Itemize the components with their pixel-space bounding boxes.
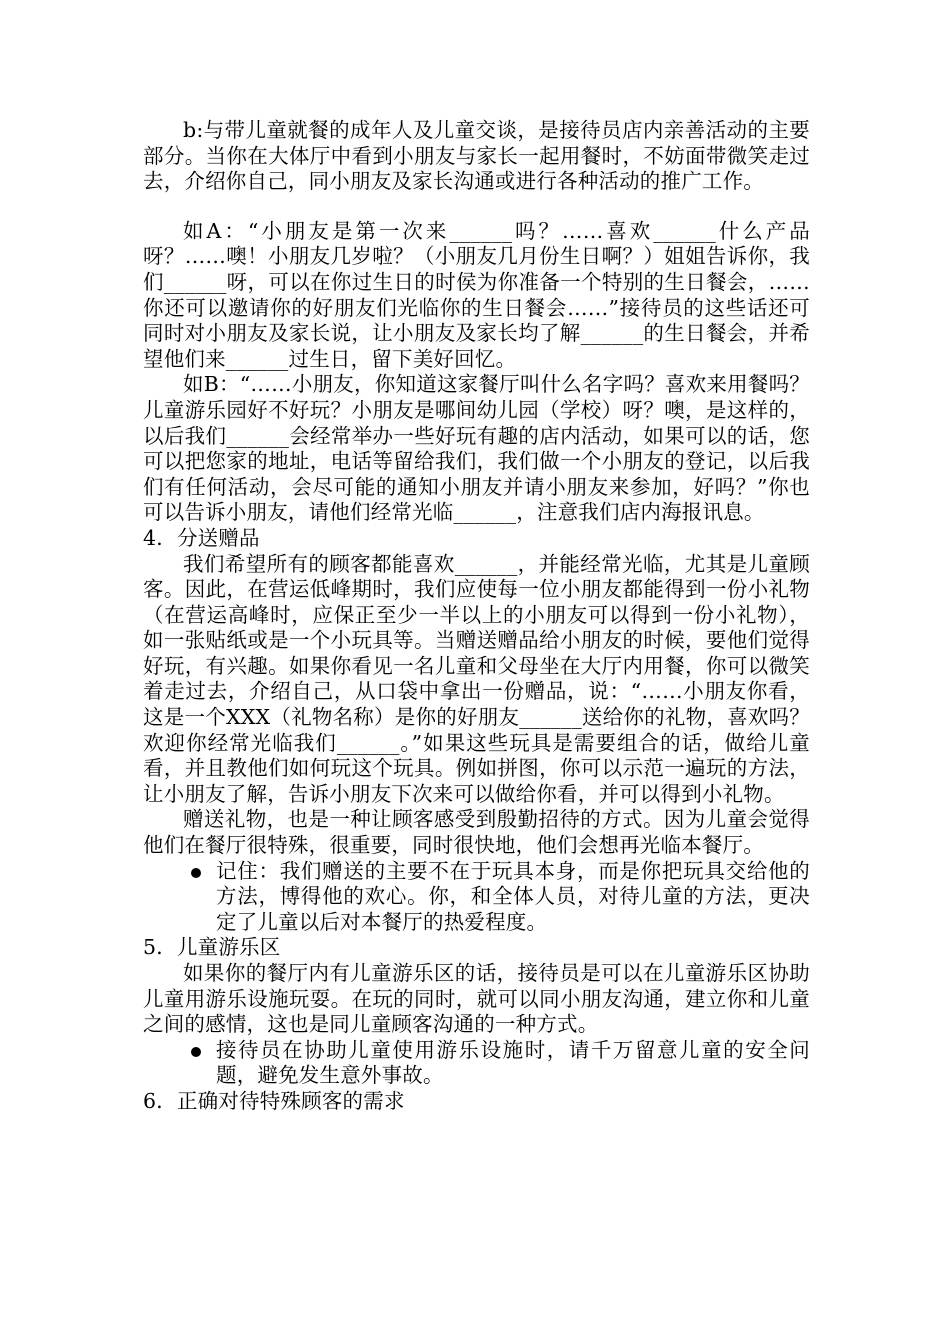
paragraph-example-b: 如B：“……小朋友，你知道这家餐厅叫什么名字吗？喜欢来用餐吗？儿童游乐园好不好玩？小朋友是哪间幼儿园（学校）呀？噢，是这样的，以后我们______会经常举办一些好玩有趣的店内活动，如果可以的话，您可以把您家的地址，电话等留给我们，我们做一个小朋友的登记，以后我们有任何活动，会尽可能的通知小朋友并请小朋友来参加，好吗？”你也可以告诉小朋友，请他们经常光临______，注意我们店内海报讯息。 bbox=[143, 372, 810, 525]
paragraph-adult-child-conversation: b:与带儿童就餐的成年人及儿童交谈，是接待员店内亲善活动的主要部分。当你在大体厅中看到小朋友与家长一起用餐时，不妨面带微笑走过去，介绍你自己，同小朋友及家长沟通或进行各种活动的推广工作。 bbox=[143, 118, 810, 194]
bullet-text: 接待员在协助儿童使用游乐设施时，请千万留意儿童的安全问题，避免发生意外事故。 bbox=[216, 1037, 810, 1088]
paragraph-gift-hospitality: 赠送礼物，也是一种让顾客感受到殷勤招待的方式。因为儿童会觉得他们在餐厅很特殊，很重要，同时很快地，他们会想再光临本餐厅。 bbox=[143, 807, 810, 858]
paragraph-gifts: 我们希望所有的顾客都能喜欢______，并能经常光临，尤其是儿童顾客。因此，在营运低峰期时，我们应使每一位小朋友都能得到一份小礼物（在营运高峰时，应保正至少一半以上的小朋友可以得到一份小礼物），如一张贴纸或是一个小玩具等。当赠送赠品给小朋友的时候，要他们觉得好玩，有兴趣。如果你看见一名儿童和父母坐在大厅内用餐，你可以微笑着走过去，介绍自己，从口袋中拿出一份赠品，说：“……小朋友你看，这是一个XXX（礼物名称）是你的好朋友______送给你的礼物，喜欢吗？欢迎你经常光临我们______。”如果这些玩具是需要组合的话，做给儿童看，并且教他们如何玩这个玩具。例如拼图，你可以示范一遍玩的方法，让小朋友了解，告诉小朋友下次来可以做给你看，并可以得到小礼物。 bbox=[143, 551, 810, 806]
bullet-item-remember bbox=[143, 859, 810, 936]
section-heading-gifts: 4．分送赠品 bbox=[143, 525, 260, 550]
paragraph-example-a: 如A：“小朋友是第一次来______吗？……喜欢______什么产品呀？……噢！小朋友几岁啦？（小朋友几月份生日啊？）姐姐告诉你，我们______呀，可以在你过生日的时侯为你准备一个特别的生日餐会，……你还可以邀请你的好朋友们光临你的生日餐会……”接待员的这些话还可同时对小朋友及家长说，让小朋友及家长均了解______的生日餐会，并希望他们来______过生日，留下美好回忆。 bbox=[143, 218, 810, 371]
section-heading-playground: 5．儿童游乐区 bbox=[143, 935, 281, 960]
bullet-item-safety bbox=[143, 1038, 810, 1089]
paragraph-gap bbox=[143, 195, 810, 219]
bullet-text: 记住：我们赠送的主要不在于玩具本身，而是你把玩具交给他的方法，博得他的欢心。你，和全体人员，对待儿童的方法，更决定了儿童以后对本餐厅的热爱程度。 bbox=[216, 858, 810, 934]
bullet-dot-icon bbox=[191, 868, 201, 878]
paragraph-playground: 如果你的餐厅内有儿童游乐区的话，接待员是可以在儿童游乐区协助儿童用游乐设施玩耍。在玩的同时，就可以同小朋友沟通，建立你和儿童之间的感情，这也是同儿童顾客沟通的一种方式。 bbox=[143, 961, 810, 1037]
bullet-dot-icon bbox=[191, 1047, 201, 1057]
section-heading-special-needs: 6．正确对待特殊顾客的需求 bbox=[143, 1088, 405, 1113]
